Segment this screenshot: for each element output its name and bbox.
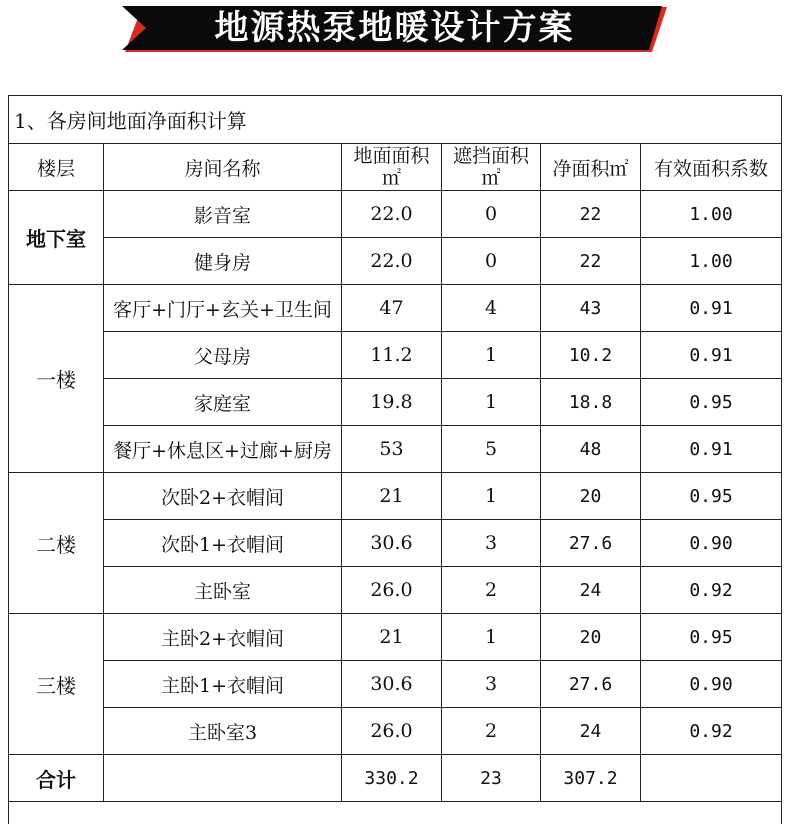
table-row — [9, 426, 782, 473]
blocked-area-cell: 1 — [442, 379, 541, 426]
net-area-cell: 18.8 — [541, 379, 641, 426]
net-area-cell: 24 — [541, 567, 641, 614]
floor-cell: 地下室 — [9, 191, 104, 285]
net-area-cell: 20 — [541, 614, 641, 661]
section-title: 1、各房间地面净面积计算 — [9, 96, 782, 144]
coefficient-cell: 0.91 — [641, 426, 782, 473]
blocked-area-cell: 1 — [442, 614, 541, 661]
header-blocked-area — [442, 144, 541, 191]
floor-cell: 二楼 — [9, 473, 104, 614]
coefficient-cell: 1.00 — [641, 238, 782, 285]
table-row — [9, 567, 782, 614]
header-room-name: 房间名称 — [104, 144, 342, 191]
total-net-area: 307.2 — [541, 755, 641, 802]
blocked-area-cell: 0 — [442, 238, 541, 285]
blocked-area-cell: 5 — [442, 426, 541, 473]
floor-cell: 一楼 — [9, 285, 104, 473]
table-row — [9, 379, 782, 426]
header-row — [9, 144, 782, 191]
floor-area-cell: 11.2 — [342, 332, 442, 379]
floor-area-cell: 22.0 — [342, 238, 442, 285]
room-name-cell: 客厅+门厅+玄关+卫生间 — [104, 285, 342, 332]
total-coefficient-cell — [641, 755, 782, 802]
floor-area-cell: 21 — [342, 473, 442, 520]
header-floor: 楼层 — [9, 144, 104, 191]
blocked-area-cell: 2 — [442, 567, 541, 614]
room-name-cell: 健身房 — [104, 238, 342, 285]
net-area-cell: 24 — [541, 708, 641, 755]
total-blocked-area: 23 — [442, 755, 541, 802]
total-room-cell — [104, 755, 342, 802]
coefficient-cell: 0.91 — [641, 285, 782, 332]
room-name-cell: 父母房 — [104, 332, 342, 379]
header-blocked-area-label: 遮挡面积 — [452, 145, 529, 167]
floor-area-cell: 30.6 — [342, 520, 442, 567]
section-title-row — [9, 96, 782, 144]
coefficient-cell: 0.95 — [641, 614, 782, 661]
net-area-cell: 22 — [541, 191, 641, 238]
net-area-cell: 27.6 — [541, 661, 641, 708]
table-row — [9, 332, 782, 379]
net-area-cell: 22 — [541, 238, 641, 285]
coefficient-cell: 0.95 — [641, 473, 782, 520]
coefficient-cell: 0.90 — [641, 520, 782, 567]
blocked-area-cell: 3 — [442, 520, 541, 567]
table-row — [9, 520, 782, 567]
room-name-cell: 影音室 — [104, 191, 342, 238]
net-area-cell: 27.6 — [541, 520, 641, 567]
header-coefficient: 有效面积系数 — [641, 144, 782, 191]
total-row — [9, 755, 782, 802]
room-name-cell: 次卧1+衣帽间 — [104, 520, 342, 567]
title-banner — [122, 6, 667, 56]
table-row — [9, 661, 782, 708]
area-table — [8, 95, 782, 824]
room-name-cell: 主卧2+衣帽间 — [104, 614, 342, 661]
total-label: 合计 — [9, 755, 104, 802]
trailing-empty-cell — [9, 802, 782, 825]
coefficient-cell: 0.95 — [641, 379, 782, 426]
floor-area-cell: 26.0 — [342, 708, 442, 755]
blocked-area-cell: 4 — [442, 285, 541, 332]
room-name-cell: 次卧2+衣帽间 — [104, 473, 342, 520]
room-name-cell: 家庭室 — [104, 379, 342, 426]
blocked-area-cell: 1 — [442, 332, 541, 379]
table-row — [9, 708, 782, 755]
floor-area-cell: 19.8 — [342, 379, 442, 426]
coefficient-cell: 0.90 — [641, 661, 782, 708]
trailing-empty-row — [9, 802, 782, 825]
net-area-cell: 10.2 — [541, 332, 641, 379]
room-name-cell: 主卧1+衣帽间 — [104, 661, 342, 708]
room-name-cell: 主卧室 — [104, 567, 342, 614]
floor-area-cell: 22.0 — [342, 191, 442, 238]
room-name-cell: 餐厅+休息区+过廊+厨房 — [104, 426, 342, 473]
floor-cell: 三楼 — [9, 614, 104, 755]
header-blocked-area-unit: ㎡ — [481, 167, 501, 189]
net-area-cell: 20 — [541, 473, 641, 520]
floor-area-cell: 47 — [342, 285, 442, 332]
coefficient-cell: 0.92 — [641, 567, 782, 614]
blocked-area-cell: 2 — [442, 708, 541, 755]
coefficient-cell: 1.00 — [641, 191, 782, 238]
floor-area-cell: 30.6 — [342, 661, 442, 708]
header-floor-area — [342, 144, 442, 191]
header-floor-area-label: 地面面积 — [353, 145, 430, 167]
room-name-cell: 主卧室3 — [104, 708, 342, 755]
blocked-area-cell: 0 — [442, 191, 541, 238]
table-row — [9, 473, 782, 520]
table-row — [9, 614, 782, 661]
blocked-area-cell: 1 — [442, 473, 541, 520]
banner-title: 地源热泵地暖设计方案 — [214, 8, 575, 48]
area-calculation-sheet — [8, 95, 781, 824]
floor-area-cell: 26.0 — [342, 567, 442, 614]
total-floor-area: 330.2 — [342, 755, 442, 802]
blocked-area-cell: 3 — [442, 661, 541, 708]
coefficient-cell: 0.92 — [641, 708, 782, 755]
header-net-area: 净面积㎡ — [541, 144, 641, 191]
net-area-cell: 48 — [541, 426, 641, 473]
table-row — [9, 285, 782, 332]
header-floor-area-unit: ㎡ — [381, 167, 401, 189]
floor-area-cell: 53 — [342, 426, 442, 473]
coefficient-cell: 0.91 — [641, 332, 782, 379]
table-row — [9, 191, 782, 238]
table-row — [9, 238, 782, 285]
net-area-cell: 43 — [541, 285, 641, 332]
floor-area-cell: 21 — [342, 614, 442, 661]
